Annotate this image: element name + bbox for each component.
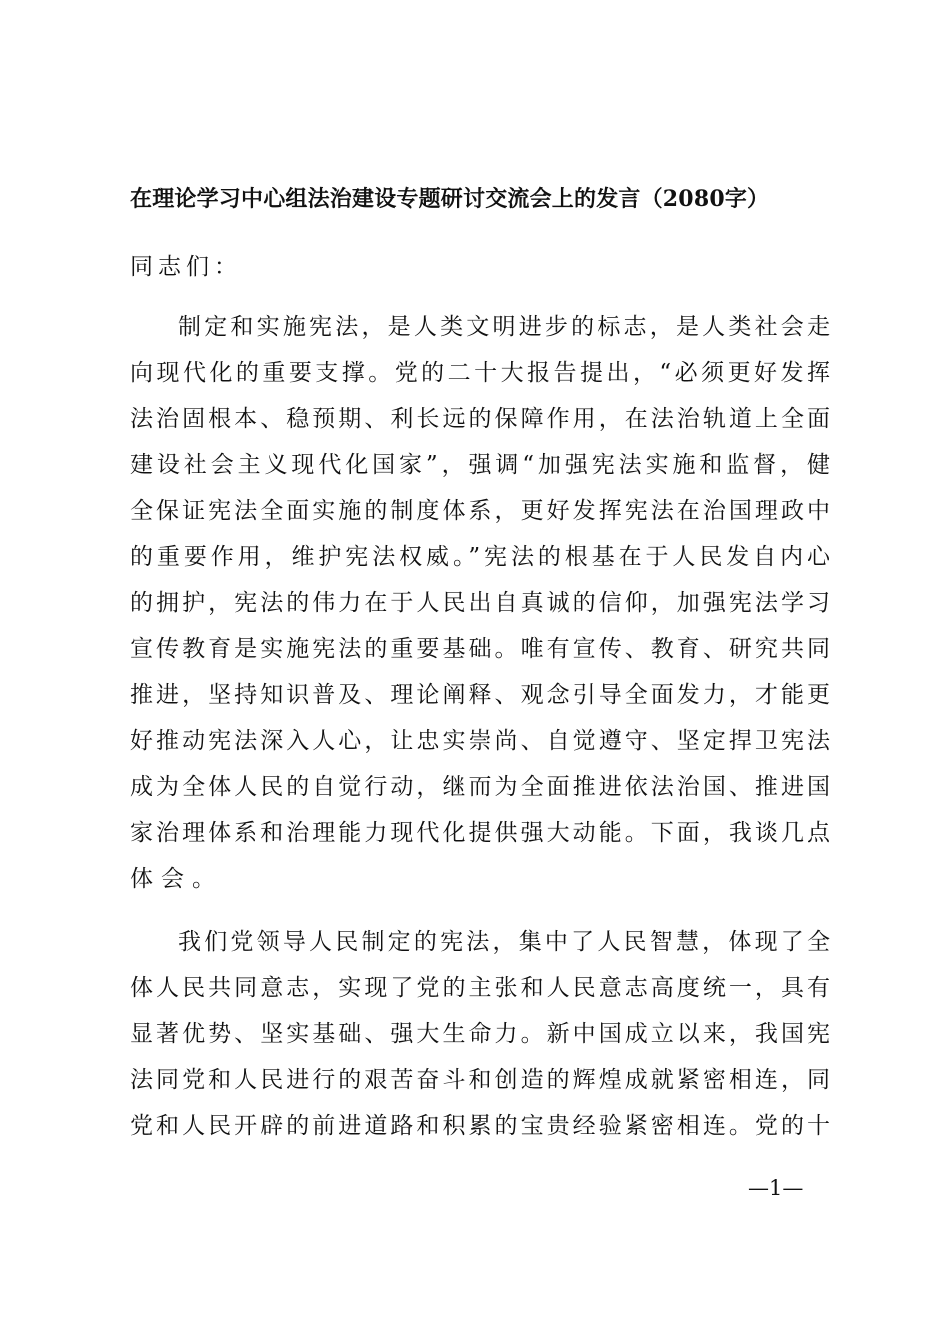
text-line: 体会。: [130, 866, 223, 892]
page-number: —1—: [748, 1176, 804, 1200]
text-line: 法治固根本、稳预期、利长远的保障作用，在法治轨道上全面: [130, 406, 830, 432]
text-line: 党和人民开辟的前进道路和积累的宝贵经验紧密相连。党的十: [130, 1113, 830, 1139]
paragraph-1: [130, 304, 830, 902]
text-line: 好推动宪法深入人心，让忠实崇尚、自觉遵守、坚定捍卫宪法: [130, 728, 830, 754]
text-line: 宣传教育是实施宪法的重要基础。唯有宣传、教育、研究共同: [130, 636, 830, 662]
text-line: 的重要作用，维护宪法权威。”宪法的根基在于人民发自内心: [130, 544, 830, 570]
salutation: 同志们：: [130, 254, 242, 280]
document-title: 在理论学习中心组法治建设专题研讨交流会上的发言（2080字）: [130, 186, 770, 212]
paragraph-2: [130, 919, 830, 1149]
text-line: 的拥护，宪法的伟力在于人民出自真诚的信仰，加强宪法学习: [130, 590, 830, 616]
text-line: 显著优势、坚实基础、强大生命力。新中国成立以来，我国宪: [130, 1021, 830, 1047]
text-line: 体人民共同意志，实现了党的主张和人民意志高度统一，具有: [130, 975, 830, 1001]
text-line: 建设社会主义现代化国家”，强调“加强宪法实施和监督，健: [130, 452, 830, 478]
text-line: 法同党和人民进行的艰苦奋斗和创造的辉煌成就紧密相连，同: [130, 1067, 830, 1093]
text-line: 成为全体人民的自觉行动，继而为全面推进依法治国、推进国: [130, 774, 830, 800]
text-line: 我们党领导人民制定的宪法，集中了人民智慧，体现了全: [178, 929, 830, 955]
text-line: 制定和实施宪法，是人类文明进步的标志，是人类社会走: [178, 314, 830, 340]
text-line: 家治理体系和治理能力现代化提供强大动能。下面，我谈几点: [130, 820, 830, 846]
text-line: 向现代化的重要支撑。党的二十大报告提出，“必须更好发挥: [130, 360, 830, 386]
text-line: 全保证宪法全面实施的制度体系，更好发挥宪法在治国理政中: [130, 498, 830, 524]
text-line: 推进，坚持知识普及、理论阐释、观念引导全面发力，才能更: [130, 682, 830, 708]
